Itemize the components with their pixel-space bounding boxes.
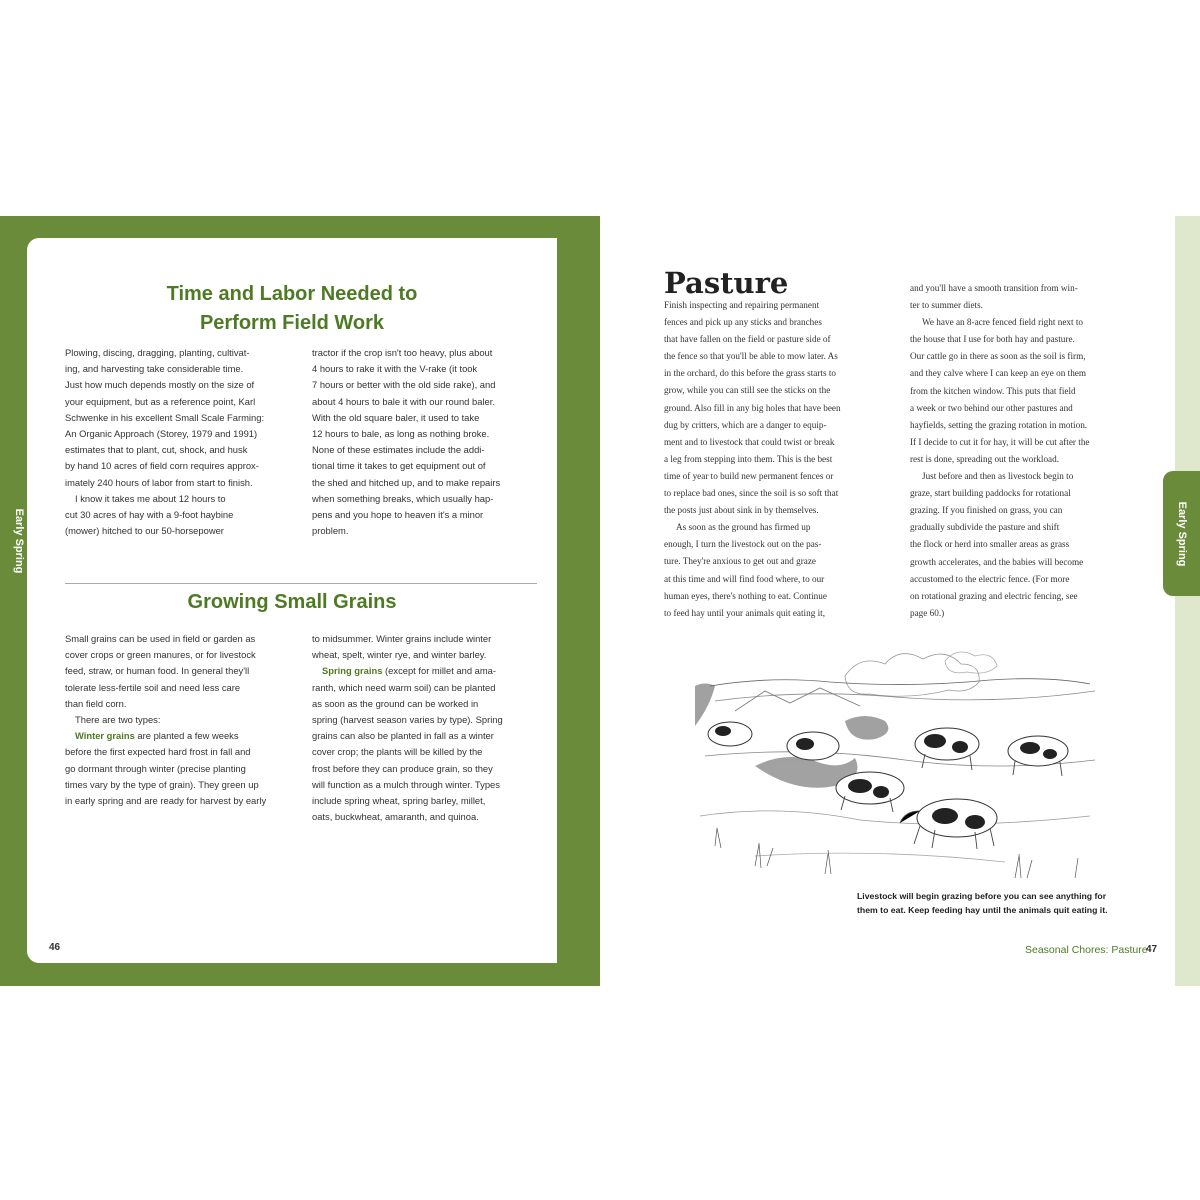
section-divider xyxy=(65,583,537,584)
right-page-number: 47 xyxy=(1146,944,1158,955)
book-spread xyxy=(0,216,1200,986)
time-labor-col-1: Plowing, discing, dragging, planting, cultivat- ing, and harvesting take considerable time. Just how much depends mostly on the size of your equipment, but as a reference point, Karl Schwenke in his excellent Small Scale Farming: An Organic Approach (Storey, 1979 and 1991) estimates that to plant, cut, shock, and husk by hand 10 acres of field corn requires approx- imately 240 hours of labor from start to finish. I know it takes me about 12 hours to cut 30 acres of hay with a 9-foot haybine (mower) hitched to our 50-horsepower xyxy=(65,347,265,537)
pasture-col-1: Finish inspecting and repairing permanent fences and pick up any sticks and branches that have fallen on the field or pasture side of the fence so that you'll be able to mow later. As in the orchard, do this before the grass starts to grow, while you can still see the sticks on the ground. Also fill in any big holes that have been dug by critters, which are a danger to equip- ment and to livestock that could twist or break a leg from stepping into them. This is the best time of year to build new permanent fences or to replace bad ones, since the soil is so soft that the posts just about sink in by themselves. As soon as the ground has firmed up enough, I turn the livestock out on the pas- ture. They're anxious to get out and graze at this time and will find food where, to our human eyes, there's nothing to eat. Continue to feed hay until your animals quit eating it, xyxy=(664,300,841,618)
small-grains-col-2: to midsummer. Winter grains include winter wheat, spelt, winter rye, and winter barley. Spring grains (except for millet and ama- ranth, which need warm soil) can be planted as soon as the ground can be worked in spring (harvest season varies by type). Spring grains can also be planted in fall as a winter cover crop; the plants will be killed by the frost before they can produce grain, so they will function as a mulch through winter. Types include spring wheat, spring barley, millet, oats, buckwheat, amaranth, and quinoa. xyxy=(312,633,503,823)
section-title-time-labor xyxy=(27,280,557,338)
time-labor-col-2: tractor if the crop isn't too heavy, plus about 4 hours to rake it with the V-rake (it took 7 hours or better with the old side rake), and about 4 hours to bale it with our round baler. With the old square baler, it used to take 12 hours to bale, as long as nothing broke. None of these estimates include the addi- tional time it takes to get equipment out of the shed and hitched up, and to make repairs when something breaks, which usually hap- pens and you hope to heaven it's a minor problem. xyxy=(312,347,501,537)
small-grains-col-1: Small grains can be used in field or garden as cover crops or green manures, or for livestock feed, straw, or human food. In general they'll tolerate less-fertile soil and need less care than field corn. There are two types: Winter grains are planted a few weeks before the first expected hard frost in fall and go dormant through winter (precise planting times vary by the type of grain). They green up in early spring and are ready for harvest by early xyxy=(65,633,267,807)
title-line-1: Time and Labor Needed to xyxy=(166,283,418,305)
right-chapter-tab xyxy=(1163,471,1200,596)
running-footer: Seasonal Chores: Pasture xyxy=(1025,944,1148,956)
small-grains-title: Growing Small Grains xyxy=(187,591,397,613)
left-page xyxy=(0,216,600,986)
left-content-panel xyxy=(27,238,557,963)
winter-grains-term: Winter grains xyxy=(75,730,135,742)
section-title-small-grains xyxy=(27,588,557,617)
left-page-number: 46 xyxy=(49,942,61,953)
left-tab-label: Early Spring xyxy=(13,508,25,574)
illustration-caption: Livestock will begin grazing before you can see anything for them to eat. Keep feeding hay until the animals quit eating it. xyxy=(857,891,1108,915)
pasture-col-2: and you'll have a smooth transition from win- ter to summer diets. We have an 8-acre fenced field right next to the house that I use for both hay and pasture. Our cattle go in there as soon as the soil is firm, and they calve where I can keep an eye on them from the kitchen window. This puts that field a week or two behind our other pastures and hayfields, setting the grazing rotation in motion. If I decide to cut it for hay, it will be cut after the rest is done, spreading out the workload. Just before and then as livestock begin to graze, start building paddocks for rotational grazing. If you finished on grass, you can gradually subdivide the pasture and shift the flock or herd into smaller areas as grass growth accelerates, and the babies will become accustomed to the electric fence. (For more on rotational grazing and electric fencing, see page 60.) xyxy=(910,283,1090,618)
right-page xyxy=(600,216,1200,986)
right-tab-label: Early Spring xyxy=(1175,501,1188,566)
spring-grains-term: Spring grains xyxy=(322,665,383,677)
cattle-grazing-illustration xyxy=(695,616,1095,898)
right-edge-strip xyxy=(1175,216,1200,986)
title-line-2: Perform Field Work xyxy=(199,312,385,334)
pasture-heading: Pasture xyxy=(664,266,789,300)
